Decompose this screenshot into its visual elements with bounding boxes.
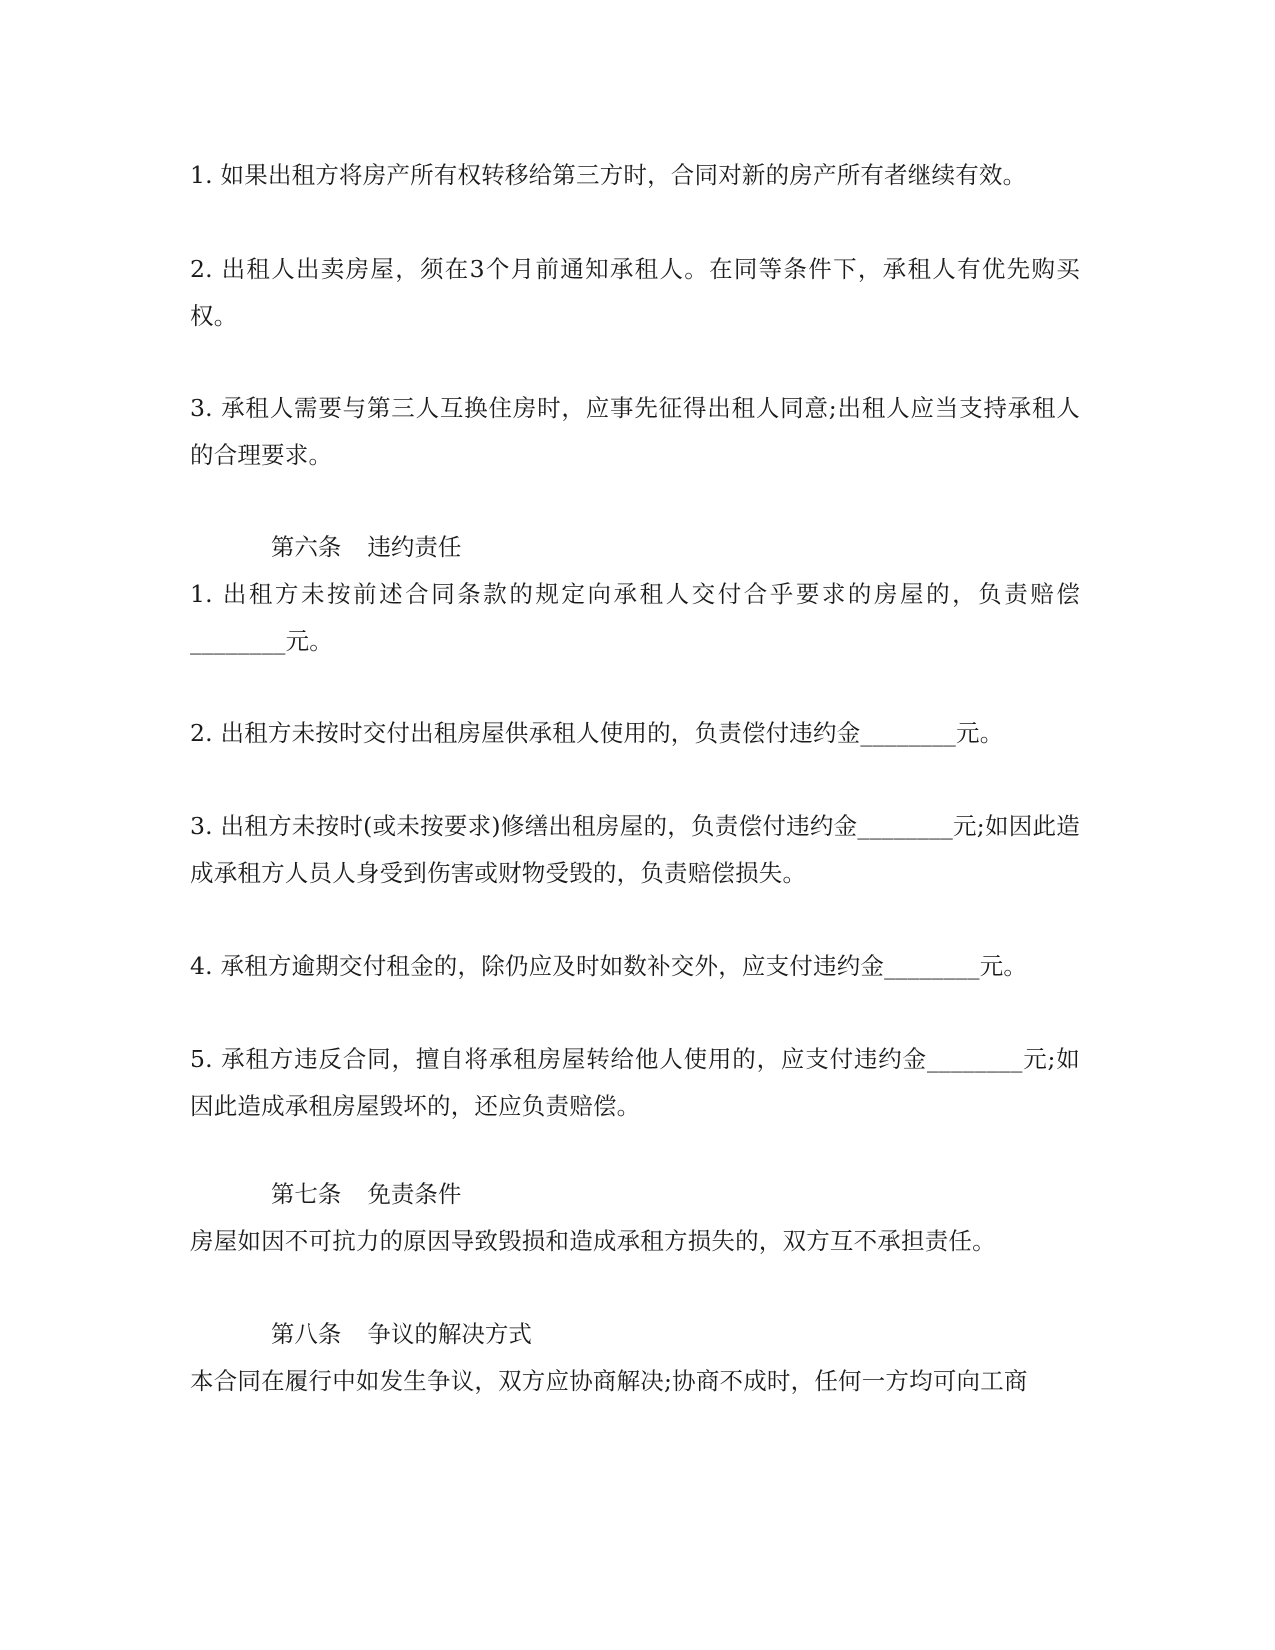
breach-clause-1: 1. 出租方未按前述合同条款的规定向承租人交付合乎要求的房屋的，负责赔偿________元。	[190, 580, 1080, 655]
article-6-title: 违约责任	[367, 533, 462, 561]
breach-clause-4: 4. 承租方逾期交付租金的，除仍应及时如数补交外，应支付违约金________元。	[190, 952, 1028, 980]
article-8-title: 争议的解决方式	[367, 1320, 532, 1348]
article-8-number: 第八条	[270, 1320, 342, 1348]
breach-clause-3: 3. 出租方未按时(或未按要求)修缮出租房屋的，负责偿付违约金________元;如因此造成承租方人员人身受到伤害或财物受毁的，负责赔偿损失。	[190, 812, 1080, 887]
transfer-clause-2: 2. 出租人出卖房屋，须在3个月前通知承租人。在同等条件下，承租人有优先购买权。	[190, 255, 1080, 330]
article-7-title: 免责条件	[367, 1180, 462, 1208]
article-7-number: 第七条	[270, 1180, 342, 1208]
dispute-clause: 本合同在履行中如发生争议，双方应协商解决;协商不成时，任何一方均可向工商	[190, 1367, 1028, 1395]
article-6-number: 第六条	[270, 533, 342, 561]
breach-clause-2: 2. 出租方未按时交付出租房屋供承租人使用的，负责偿付违约金________元。	[190, 719, 1004, 747]
transfer-clause-3: 3. 承租人需要与第三人互换住房时，应事先征得出租人同意;出租人应当支持承租人的合理要求。	[190, 394, 1080, 469]
transfer-clause-1: 1. 如果出租方将房产所有权转移给第三方时，合同对新的房产所有者继续有效。	[190, 161, 1027, 189]
breach-clause-5: 5. 承租方违反合同，擅自将承租房屋转给他人使用的，应支付违约金________元;如因此造成承租房屋毁坏的，还应负责赔偿。	[190, 1045, 1080, 1120]
exemption-clause: 房屋如因不可抗力的原因导致毁损和造成承租方损失的，双方互不承担责任。	[190, 1227, 996, 1255]
